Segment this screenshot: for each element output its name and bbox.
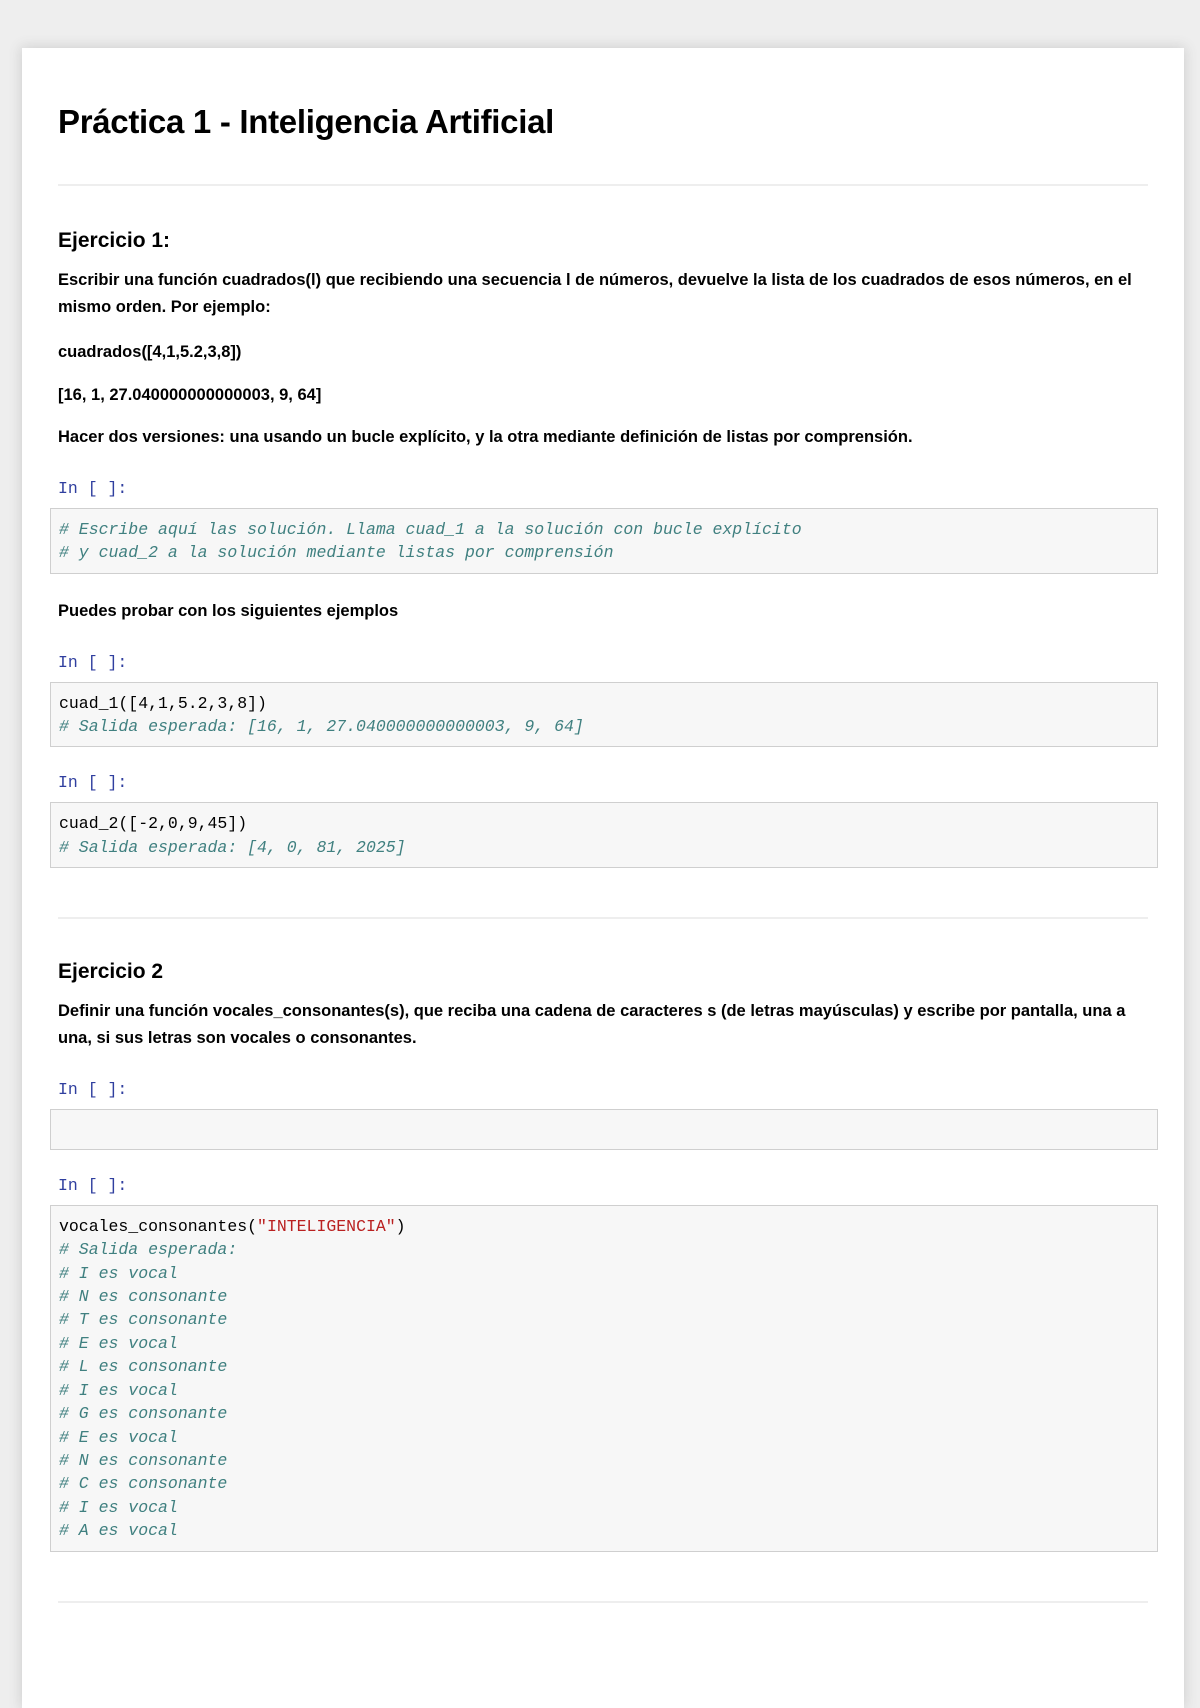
code-comment: # E es vocal <box>59 1333 178 1353</box>
code-cell-ex2-empty[interactable] <box>50 1109 1158 1150</box>
ex2-paragraph: Definir una función vocales_consonantes(s), que reciba una cadena de caracteres s (de letras mayúsculas) y escribe por pantalla, una a una, si sus letras son vocales o consonantes. <box>58 1002 1126 1048</box>
code-func: vocales_consonantes( <box>59 1216 258 1236</box>
code-comment: # Salida esperada: [16, 1, 27.040000000000003, 9, 64] <box>59 717 584 737</box>
divider <box>58 1601 1148 1603</box>
notebook-page <box>22 48 1184 1708</box>
code-comment: # N es consonante <box>59 1450 228 1470</box>
ex1-try-text: Puedes probar con los siguientes ejemplos <box>58 601 399 620</box>
cell-prompt: In [ ]: <box>58 652 128 672</box>
code-paren: ) <box>395 1216 406 1236</box>
cell-prompt: In [ ]: <box>58 1175 128 1195</box>
code-comment: # G es consonante <box>59 1404 228 1424</box>
code-comment: # E es vocal <box>59 1427 178 1447</box>
code-comment: # I es vocal <box>59 1497 178 1517</box>
page-title: Práctica 1 - Inteligencia Artificial <box>58 103 554 140</box>
code-line: cuad_1([4,1,5.2,3,8]) <box>59 693 267 713</box>
code-comment: # I es vocal <box>59 1263 178 1283</box>
code-comment: # N es consonante <box>59 1287 228 1307</box>
code-cell-vocales-test[interactable] <box>50 1205 1158 1552</box>
ex1-example-output: [16, 1, 27.040000000000003, 9, 64] <box>58 385 322 404</box>
code-comment: # L es consonante <box>59 1357 228 1377</box>
ex1-example-call: cuadrados([4,1,5.2,3,8]) <box>58 342 242 361</box>
code-comment: # Salida esperada: [4, 0, 81, 2025] <box>59 837 406 857</box>
code-string: "INTELIGENCIA" <box>257 1216 396 1236</box>
code-cell-cuad2-test[interactable] <box>50 802 1158 868</box>
code-comment: # Salida esperada: <box>59 1240 238 1260</box>
ex1-paragraph: Escribir una función cuadrados(l) que recibiendo una secuencia l de números, devuelve la lista de los cuadrados de esos números, en el mismo orden. Por ejemplo: <box>58 271 1132 317</box>
ex1-heading: Ejercicio 1: <box>58 229 171 253</box>
cell-prompt: In [ ]: <box>58 1079 128 1099</box>
code-comment: # I es vocal <box>59 1380 178 1400</box>
cell-prompt: In [ ]: <box>58 479 128 499</box>
code-cell-cuad1-test[interactable] <box>50 682 1158 748</box>
code-comment: # Escribe aquí las solución. Llama cuad_1 a la solución con bucle explícito <box>59 520 802 540</box>
ex2-heading: Ejercicio 2 <box>58 960 164 984</box>
code-comment: # y cuad_2 a la solución mediante listas por comprensión <box>59 543 614 563</box>
divider <box>58 184 1148 186</box>
divider <box>58 917 1148 919</box>
code-cell-ex1-solution[interactable] <box>50 508 1158 574</box>
code-comment: # A es vocal <box>59 1521 178 1541</box>
code-line: cuad_2([-2,0,9,45]) <box>59 814 248 834</box>
code-comment: # C es consonante <box>59 1474 228 1494</box>
code-comment: # T es consonante <box>59 1310 228 1330</box>
ex1-instructions: Hacer dos versiones: una usando un bucle explícito, y la otra mediante definición de listas por comprensión. <box>58 428 913 447</box>
cell-prompt: In [ ]: <box>58 773 128 793</box>
